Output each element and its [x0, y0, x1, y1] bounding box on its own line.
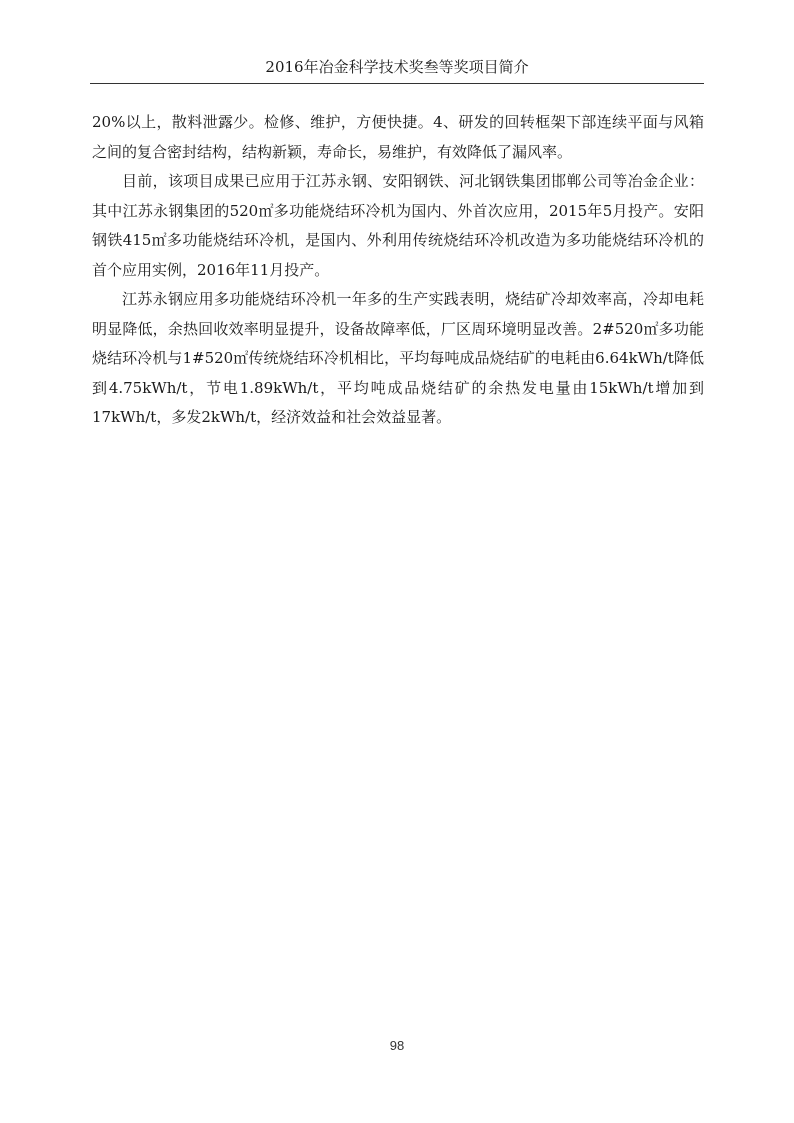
page-header — [90, 55, 704, 84]
body-text — [92, 108, 704, 433]
paragraph-continuation: 20%以上，散料泄露少。检修、维护，方便快捷。4、研发的回转框架下部连续平面与风箱之间的复合密封结构，结构新颖，寿命长，易维护，有效降低了漏风率。 — [92, 113, 704, 161]
header-title: 2016年冶金科学技术奖叁等奖项目简介 — [265, 58, 529, 76]
paragraph-applications: 目前，该项目成果已应用于江苏永钢、安阳钢铁、河北钢铁集团邯郸公司等冶金企业：其中江苏永钢集团的520㎡多功能烧结环冷机为国内、外首次应用，2015年5月投产。安阳钢铁415㎡多功能烧结环冷机，是国内、外利用传统烧结环冷机改造为多功能烧结环冷机的首个应用实例，2016年11月投产。 — [92, 172, 704, 279]
paragraph-results: 江苏永钢应用多功能烧结环冷机一年多的生产实践表明，烧结矿冷却效率高，冷却电耗明显降低，余热回收效率明显提升，设备故障率低，厂区周环境明显改善。2#520㎡多功能烧结环冷机与1#520㎡传统烧结环冷机相比，平均每吨成品烧结矿的电耗由6.64kWh/t降低到4.75kWh/t，节电1.89kWh/t，平均吨成品烧结矿的余热发电量由15kWh/t增加到17kWh/t，多发2kWh/t，经济效益和社会效益显著。 — [92, 290, 704, 426]
page-number: 98 — [389, 1038, 405, 1053]
